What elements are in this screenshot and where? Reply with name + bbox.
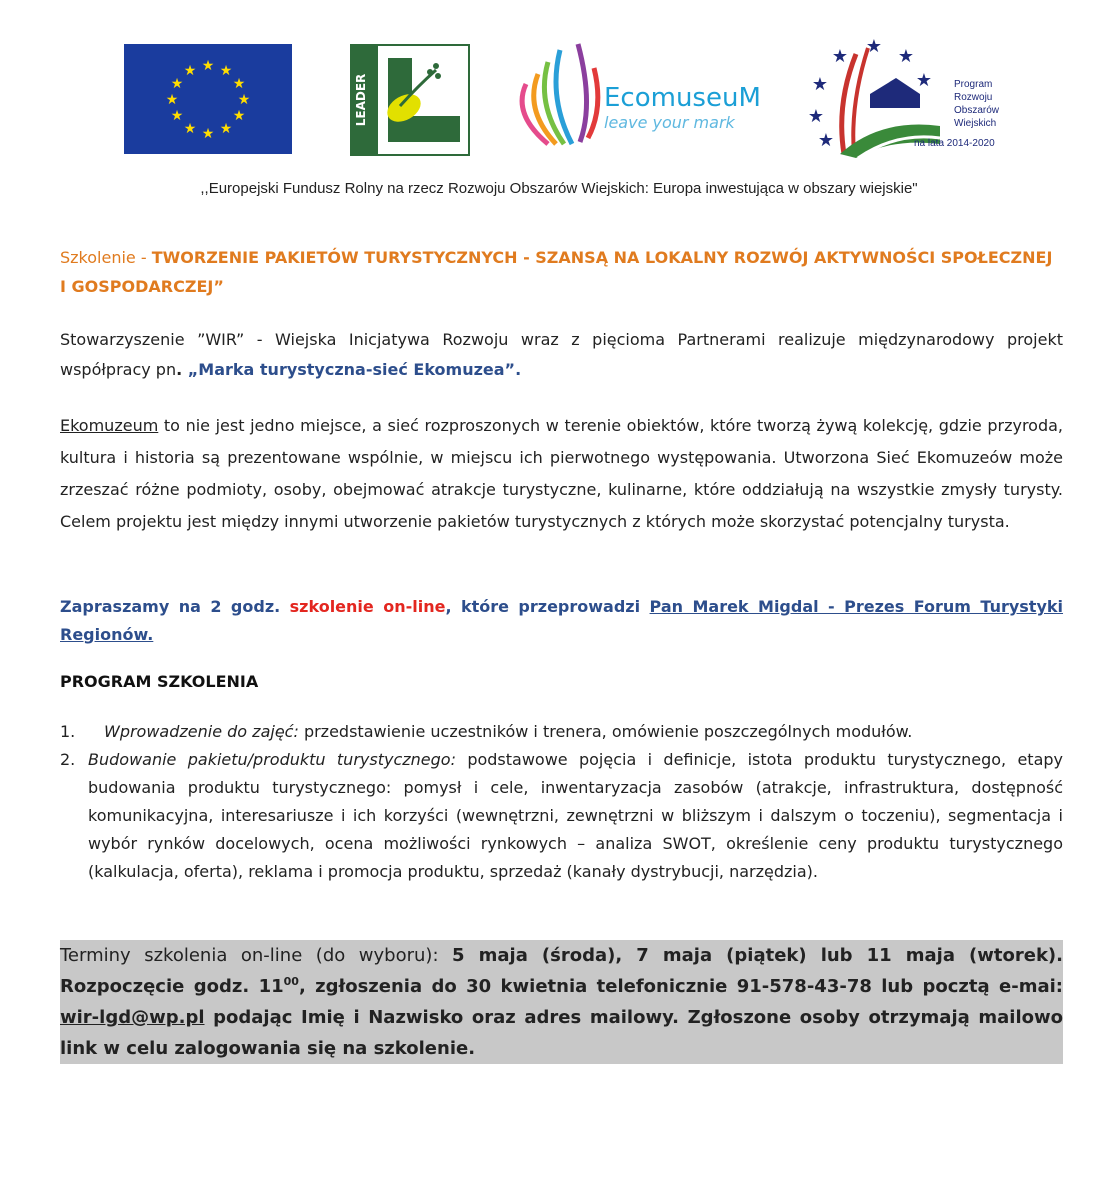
ecomuseum-logo-tagline: leave your mark: [604, 113, 735, 132]
program-heading: PROGRAM SZKOLENIA: [60, 672, 259, 691]
email-link[interactable]: wir-lgd@wp.pl: [60, 1007, 205, 1028]
svg-text:★: ★: [811, 74, 829, 95]
list-item-text: przedstawienie uczestników i trenera, omówienie poszczególnych modułów.: [298, 722, 913, 741]
svg-text:★: ★: [915, 70, 933, 91]
list-item: [60, 718, 1063, 746]
eu-flag-logo: [124, 44, 292, 154]
eafrd-motto: ,,Europejski Fundusz Rolny na rzecz Rozwoju Obszarów Wiejskich: Europa inwestująca w obszary wiejskie": [200, 180, 918, 197]
prow-logo-text: [954, 78, 999, 130]
leader-logo-text: LEADER: [354, 73, 368, 127]
svg-text:★: ★: [183, 63, 197, 79]
list-item-text: podstawowe pojęcia i definicje, istota produktu turystycznego, etapy budowania produktu turystycznego: pomysł i cele, inwentaryzacja zasobów (atrakcje, infrastruktura, dostępność komunikacyjna, interesariusze i ich korzyści (wewnętrzni, zewnętrzni w bliższym i dalszym o toczeniu), segmentacja i wybór rynków docelowych, ocena możliwości rynkowych – analiza SWOT, określenie ceny produktu turystycznego (kalkulacja, oferta), reklama i promocja produktu, sprzedaż (kanały dystrybucji, narzędzia).: [88, 750, 1064, 881]
prow-line-program: Program: [954, 79, 993, 90]
title-main: TWORZENIE PAKIETÓW TURYSTYCZNYCH - SZANSĄ NA LOKALNY ROZWÓJ AKTYWNOŚCI SPOŁECZNEJ I GOSPODARCZEJ”: [60, 248, 1053, 296]
svg-text:★: ★: [170, 76, 184, 92]
svg-text:★: ★: [219, 121, 233, 137]
svg-text:★: ★: [165, 92, 179, 108]
trainer-link[interactable]: Pan Marek Migdal - Prezes Forum Turystyki Regionów.: [60, 597, 1064, 644]
ecomuseum-paragraph: [60, 410, 1063, 538]
terms-intro: Terminy szkolenia on-line (do wyboru):: [60, 945, 453, 966]
training-title: [60, 243, 1063, 301]
leader-logo: [350, 44, 470, 156]
svg-text:★: ★: [232, 76, 246, 92]
intro-dot: .: [176, 360, 188, 379]
project-name: „Marka turystyczna-sieć Ekomuzea”.: [187, 360, 522, 379]
svg-text:★: ★: [865, 36, 883, 57]
svg-text:★: ★: [817, 130, 835, 151]
ecomuseum-term: Ekomuzeum: [60, 416, 159, 435]
ecomuseum-logo-name: EcomuseuM: [604, 83, 761, 113]
svg-text:★: ★: [831, 46, 849, 67]
list-item: [60, 746, 1063, 886]
terms-contact: , zgłoszenia do 30 kwietnia telefonicznie 91-578-43-78 lub pocztą e-mai:: [298, 976, 1063, 997]
ecomuseum-text: to nie jest jedno miejsce, a sieć rozproszonych w terenie obiektów, które tworzą żywą kolekcję, gdzie przyroda, kultura i historia są prezentowane wspólnie, w miejscu ich pierwotnego występowania. Utworzona Sieć Ekomuzeów może zrzeszać różne podmioty, osoby, obejmować atrakcje turystyczne, kulinarne, które oddziałują na wszystkie zmysły turysty. Celem projektu jest między innymi utworzenie pakietów turystycznych z których może skorzystać potencjalny turysta.: [60, 416, 1063, 531]
intro-text: Stowarzyszenie ”WIR” - Wiejska Inicjatywa Rozwoju wraz z pięcioma Partnerami realizuje międzynarodowy projekt współpracy pn: [60, 330, 1063, 379]
online-label: szkolenie on-line: [289, 597, 446, 616]
svg-text:★: ★: [237, 92, 251, 108]
svg-text:★: ★: [183, 121, 197, 137]
svg-text:★: ★: [807, 106, 825, 127]
prow-line-obszarow: Obszarów: [954, 105, 1000, 116]
svg-text:★: ★: [201, 126, 215, 142]
list-item-number: 1.: [60, 722, 76, 741]
list-item-label: Wprowadzenie do zajęć:: [104, 722, 299, 741]
list-item-label: Budowanie pakietu/produktu turystycznego:: [88, 750, 456, 769]
prow-line-wiejskich: Wiejskich: [954, 118, 997, 129]
logo-bar: [0, 0, 1118, 170]
ecomuseum-logo: [508, 34, 768, 156]
list-item-number: 2.: [60, 750, 76, 769]
svg-text:★: ★: [170, 108, 184, 124]
terms-rest: podając Imię i Nazwisko oraz adres mailowy. Zgłoszone osoby otrzymają mailowo link w celu zalogowania się na szkolenie.: [60, 1007, 1063, 1059]
svg-text:★: ★: [897, 46, 915, 67]
svg-text:★: ★: [219, 63, 233, 79]
program-list: [60, 718, 1063, 886]
invite-paragraph: [60, 593, 1063, 649]
terms-dates: 5 maja (środa), 7 maja (piątek) lub 11 maja (wtorek). Rozpoczęcie godz. 11: [60, 945, 1063, 997]
terms-paragraph: [60, 940, 1063, 1064]
svg-text:★: ★: [232, 108, 246, 124]
invite-part2: , które przeprowadzi: [445, 597, 650, 616]
intro-paragraph: [60, 325, 1063, 385]
svg-text:★: ★: [201, 58, 215, 74]
prow-line-rozwoju: Rozwoju: [954, 92, 993, 103]
terms-time-sup: 00: [283, 975, 299, 988]
title-prefix: Szkolenie -: [60, 248, 152, 267]
invite-part1: Zapraszamy na 2 godz.: [60, 597, 290, 616]
prow-years: na lata 2014-2020: [914, 138, 995, 149]
